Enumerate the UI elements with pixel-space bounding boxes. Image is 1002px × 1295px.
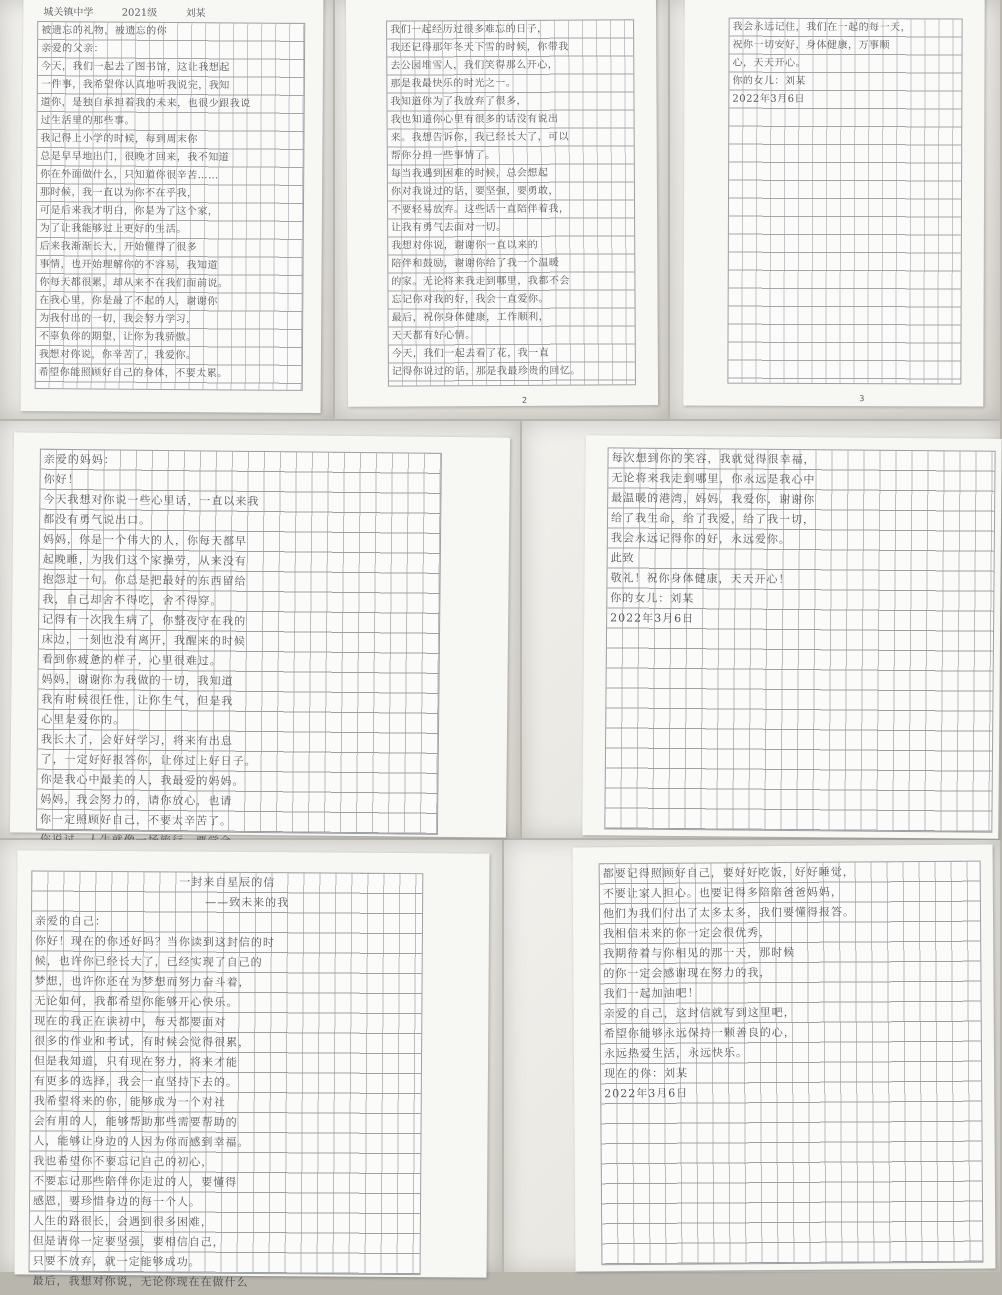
handwritten-line: 了，一定好好报答你，让你过上好日子。 [40, 752, 257, 768]
handwritten-line: 去公园堆雪人，我们笑得那么开心， [390, 59, 559, 72]
handwritten-line: 心，天天开心。 [732, 57, 806, 69]
handwritten-line: 我们一起经历过很多难忘的日子， [390, 23, 548, 36]
handwritten-line: 你的女儿：刘某 [610, 591, 695, 606]
handwritten-line: 今天，我们一起去了图书馆，这让我想起 [40, 61, 230, 74]
handwritten-sheet [346, 0, 658, 407]
handwritten-line: 感恩，要珍惜身边的每一个人。 [32, 1194, 202, 1209]
handwritten-line: 可是后来我才明白，你是为了这个家， [39, 205, 219, 218]
handwritten-line: 永远热爱生活，永远快乐。 [603, 1046, 749, 1061]
handwritten-line: 敬礼！祝你身体健康，天天开心！ [610, 571, 791, 586]
letter-one-page-three-text [729, 19, 961, 110]
handwritten-line: 希望你能够永远保持一颗善良的心， [603, 1025, 796, 1041]
handwritten-line: 每次想到你的笑容，我就觉得很幸福， [611, 451, 816, 467]
handwritten-line: 亲爱的妈妈： [43, 452, 116, 467]
letter-one-page-two-text [387, 20, 635, 381]
handwritten-line: 有更多的选择，我会一直坚持下去的。 [33, 1074, 238, 1089]
handwritten-line: 现在的我正在读初中，每天都要面对 [34, 1014, 227, 1029]
handwritten-line: 2022年3月6日 [604, 1086, 689, 1101]
handwritten-line: 希望你能照顾好自己的身体，不要太累。 [38, 367, 228, 380]
composition-grid [386, 19, 636, 386]
handwritten-line: 天天都有好心情。 [391, 330, 476, 342]
page-number: 3 [859, 394, 865, 404]
class-name: 2021级 [121, 7, 158, 19]
handwritten-line: 不要让家人担心。也要记得多陪陪爸爸妈妈， [602, 885, 843, 901]
handwritten-line: 记得你说过的话，那是我最珍贵的回忆。 [391, 365, 581, 378]
handwritten-sheet [573, 845, 996, 1272]
composition-grid [727, 18, 962, 385]
essay-title: 一封来自星辰的信 [179, 875, 276, 890]
handwritten-line: 亲爱的父亲： [41, 43, 105, 55]
handwritten-line: 我，自己却舍不得吃，舍不得穿。 [42, 592, 223, 608]
handwritten-line: 我有时候很任性，让你生气，但是我 [41, 692, 234, 708]
handwritten-sheet [683, 0, 984, 407]
handwritten-line: 我想对你说，谢谢你一直以来的 [391, 239, 539, 252]
handwritten-line: 那是我最快乐的时光之一。 [390, 77, 517, 90]
essay-subtitle: ——致未来的我 [205, 895, 290, 910]
handwritten-line: 我还记得那年冬天下雪的时候，你带我 [390, 41, 569, 54]
photo-letter-three-page-two [504, 840, 1000, 1272]
handwritten-line: 现在的你：刘某 [604, 1066, 689, 1081]
handwritten-sheet [15, 850, 490, 1289]
handwritten-sheet [21, 0, 324, 413]
handwritten-line: 我长大了，会好好学习，将来有出息 [40, 732, 233, 748]
handwritten-line: 你在外面做什么，只知道你很辛苦…… [40, 169, 219, 182]
handwritten-line: 都要记得照顾好自己，要好好吃饭，好好睡觉， [602, 865, 855, 881]
handwritten-line: 我会永远记住，我们在一起的每一天， [732, 21, 912, 34]
handwritten-line: 你每天都很累，却从来不在我们面前说。 [39, 277, 229, 290]
handwritten-line: 亲爱的自己： [34, 914, 108, 928]
handwritten-line: 最温暖的港湾，妈妈，我爱你，谢谢你 [611, 491, 816, 507]
letter-two-page-two-text [607, 448, 995, 631]
handwritten-line: 妈妈，谢谢你为我做的一切，我知道 [41, 672, 234, 688]
photo-letter-three-page-one [0, 840, 502, 1289]
handwritten-line: 看到你疲惫的样子，心里很难过。 [41, 652, 222, 668]
handwritten-line: 今天我想对你说一些心里话，一直以来我 [43, 492, 260, 508]
handwritten-line: 忘记你对我的好，我会一直爱你。 [391, 293, 550, 306]
handwritten-line: 妈妈，我会努力的，请你放心，也请 [40, 792, 233, 808]
handwritten-line: 每当我遇到困难的时候，总会想起 [390, 167, 549, 180]
handwritten-line: 无论如何，我都希望你能够开心快乐。 [34, 994, 239, 1009]
photo-letter-one-page-two [335, 0, 668, 419]
handwritten-line: 你好！现在的你还好吗？当你读到这封信的时 [34, 934, 275, 950]
handwritten-line: 过生活里的那些事。 [40, 115, 136, 127]
school-name: 城关镇中学 [43, 7, 94, 19]
handwritten-line: 记得有一次我生病了，你整夜守在我的 [42, 612, 247, 628]
letter-three-page-one-text [29, 911, 422, 1294]
handwritten-line: 一件事，我希望你认真地听我说完，我知 [40, 79, 230, 92]
letter-one-page-one-text [36, 22, 305, 384]
handwritten-line: 只要不放弃，就一定能够成功。 [32, 1254, 201, 1269]
handwritten-line: 起晚睡，为我们这个家操劳，从来没有 [42, 552, 247, 568]
composition-grid [29, 870, 424, 1289]
handwritten-line: 人生的路很长，会遇到很多困难， [32, 1214, 213, 1229]
handwritten-line: 为我付出的一切，我会努力学习， [39, 313, 197, 326]
handwritten-line: 总是早早地出门，很晚才回来，我不知道 [40, 151, 230, 164]
handwritten-line: 2022年3月6日 [732, 93, 806, 105]
handwritten-line: 的你一定会感谢现在努力的我， [603, 966, 772, 981]
handwritten-line: 我会永远记得你的好，永远爱你。 [610, 531, 791, 546]
handwritten-line: 他们为我们付出了太多太多，我们要懂得报答。 [602, 905, 856, 921]
handwritten-line: 最后，我想对你说，无论你现在在做什么 [32, 1274, 249, 1289]
handwritten-line: 会有用的人，能够帮助那些需要帮助的 [33, 1114, 238, 1129]
handwritten-line: 无论将来我走到哪里，你永远是我心中 [611, 471, 816, 487]
handwritten-sheet [10, 432, 510, 837]
photo-letter-one-page-one [0, 0, 333, 419]
handwritten-line: 的家。无论将来我走到哪里，我都不会 [391, 275, 570, 288]
handwritten-line: 我知道你为了我放弃了很多， [390, 95, 528, 108]
photo-letter-one-page-three [670, 0, 1000, 419]
handwritten-line: 不要轻易放弃。这些话一直陪伴着我， [391, 203, 570, 216]
handwritten-line: 都没有勇气说出口。 [43, 512, 152, 527]
handwritten-line: 那时候，我一直以为你不在乎我， [40, 187, 198, 200]
handwritten-line: 我想对你说，你辛苦了，我爱你。 [38, 349, 197, 362]
handwritten-line: 但是我知道，只有现在努力，将来才能 [33, 1054, 239, 1069]
handwritten-line: 我希望将来的你，能够成为一个对社 [33, 1094, 226, 1109]
student-name: 刘某 [185, 8, 206, 20]
handwritten-line: 亲爱的自己，这封信就写到这里吧， [603, 1005, 796, 1021]
handwritten-line: 最后，祝你身体健康，工作顺利， [391, 311, 550, 324]
handwritten-line: 我期待着与你相见的那一天，那时候 [603, 945, 796, 961]
photo-letter-two-page-one [0, 421, 520, 838]
handwritten-line: 给了我生命，给了我爱，给了我一切， [610, 511, 816, 527]
handwritten-line: 抱怨过一句。你总是把最好的东西留给 [42, 572, 247, 588]
handwritten-line: 很多的作业和考试，有时候会觉得很累， [34, 1034, 251, 1049]
handwritten-line: 你的女儿：刘某 [732, 75, 806, 87]
handwritten-line: 我记得上小学的时候，每到周末你 [40, 133, 198, 146]
composition-grid [35, 21, 306, 391]
handwritten-line: 来。我想告诉你，我已经长大了，可以 [390, 131, 570, 144]
handwritten-line: 但是请你一定要坚强，要相信自己， [32, 1234, 225, 1249]
handwritten-line: 你一定照顾好自己，不要太辛苦了。 [39, 812, 233, 828]
handwritten-line: 心里是爱你的。 [41, 712, 126, 727]
handwritten-line: 妈妈，你是一个伟大的人，你每天都早 [42, 532, 248, 548]
handwritten-line: 在我心里，你是最了不起的人，谢谢你 [39, 295, 218, 308]
handwritten-line: 陪伴和鼓励，谢谢你给了我一个温暖 [391, 257, 560, 270]
composition-grid [604, 447, 995, 832]
handwritten-line: 你好！ [43, 472, 80, 487]
handwritten-line: 2022年3月6日 [610, 611, 695, 626]
handwritten-line: 后来我渐渐长大，开始懂得了很多 [39, 241, 198, 254]
handwritten-line: 我们一起加油吧！ [603, 986, 700, 1001]
handwritten-line: 床边，一刻也没有离开，我醒来的时候 [41, 632, 247, 648]
handwritten-line: 我也知道你心里有很多的话没有说出 [390, 113, 559, 126]
letter-two-page-one-text [37, 450, 441, 874]
handwritten-line: 今天，我们一起去看了花，我一直 [391, 347, 550, 360]
handwritten-line: 祝你一切安好，身体健康，万事顺 [732, 39, 891, 52]
handwritten-line: 事情，也开始理解你的不容易，我知道 [39, 259, 219, 272]
handwritten-line: 让我有勇气去面对一切。 [391, 221, 507, 234]
handwritten-line: 道你，是独自承担着我的未来，也很少跟我说 [40, 97, 251, 110]
handwritten-line: 候，也许你已经长大了，已经实现了自己的 [34, 954, 263, 970]
handwritten-line: 帮你分担一些事情了。 [390, 150, 496, 162]
sheet-header [43, 3, 205, 19]
handwritten-line: 人，能够让身边的人因为你而感到幸福。 [33, 1134, 250, 1149]
handwritten-line: 不要忘记那些陪伴你走过的人，要懂得 [33, 1174, 238, 1189]
letter-three-page-two-text [600, 862, 982, 1105]
composition-grid [36, 449, 442, 835]
handwritten-line: 为了让我能够过上更好的生活。 [39, 223, 187, 236]
handwritten-line: 我相信未来的你一定会很优秀， [603, 926, 772, 941]
handwritten-line: 此致 [610, 551, 635, 565]
composition-grid [599, 861, 984, 1266]
page-number: 2 [522, 395, 528, 405]
handwritten-line: 梦想，也许你还在为梦想而努力奋斗着， [34, 974, 251, 989]
photo-letter-two-page-two [522, 421, 1000, 838]
handwritten-line: 不辜负你的期望，让你为我骄傲。 [39, 331, 197, 344]
handwritten-line: 我也希望你不要忘记自己的初心， [33, 1154, 214, 1169]
handwritten-line: 你是我心中最美的人，我最爱的妈妈。 [40, 772, 245, 788]
handwritten-line: 被遗忘的礼物，被遗忘的你 [41, 25, 168, 37]
handwritten-line: 你对我说过的话，要坚强，要勇敢， [390, 185, 559, 198]
handwritten-sheet [582, 435, 1001, 839]
